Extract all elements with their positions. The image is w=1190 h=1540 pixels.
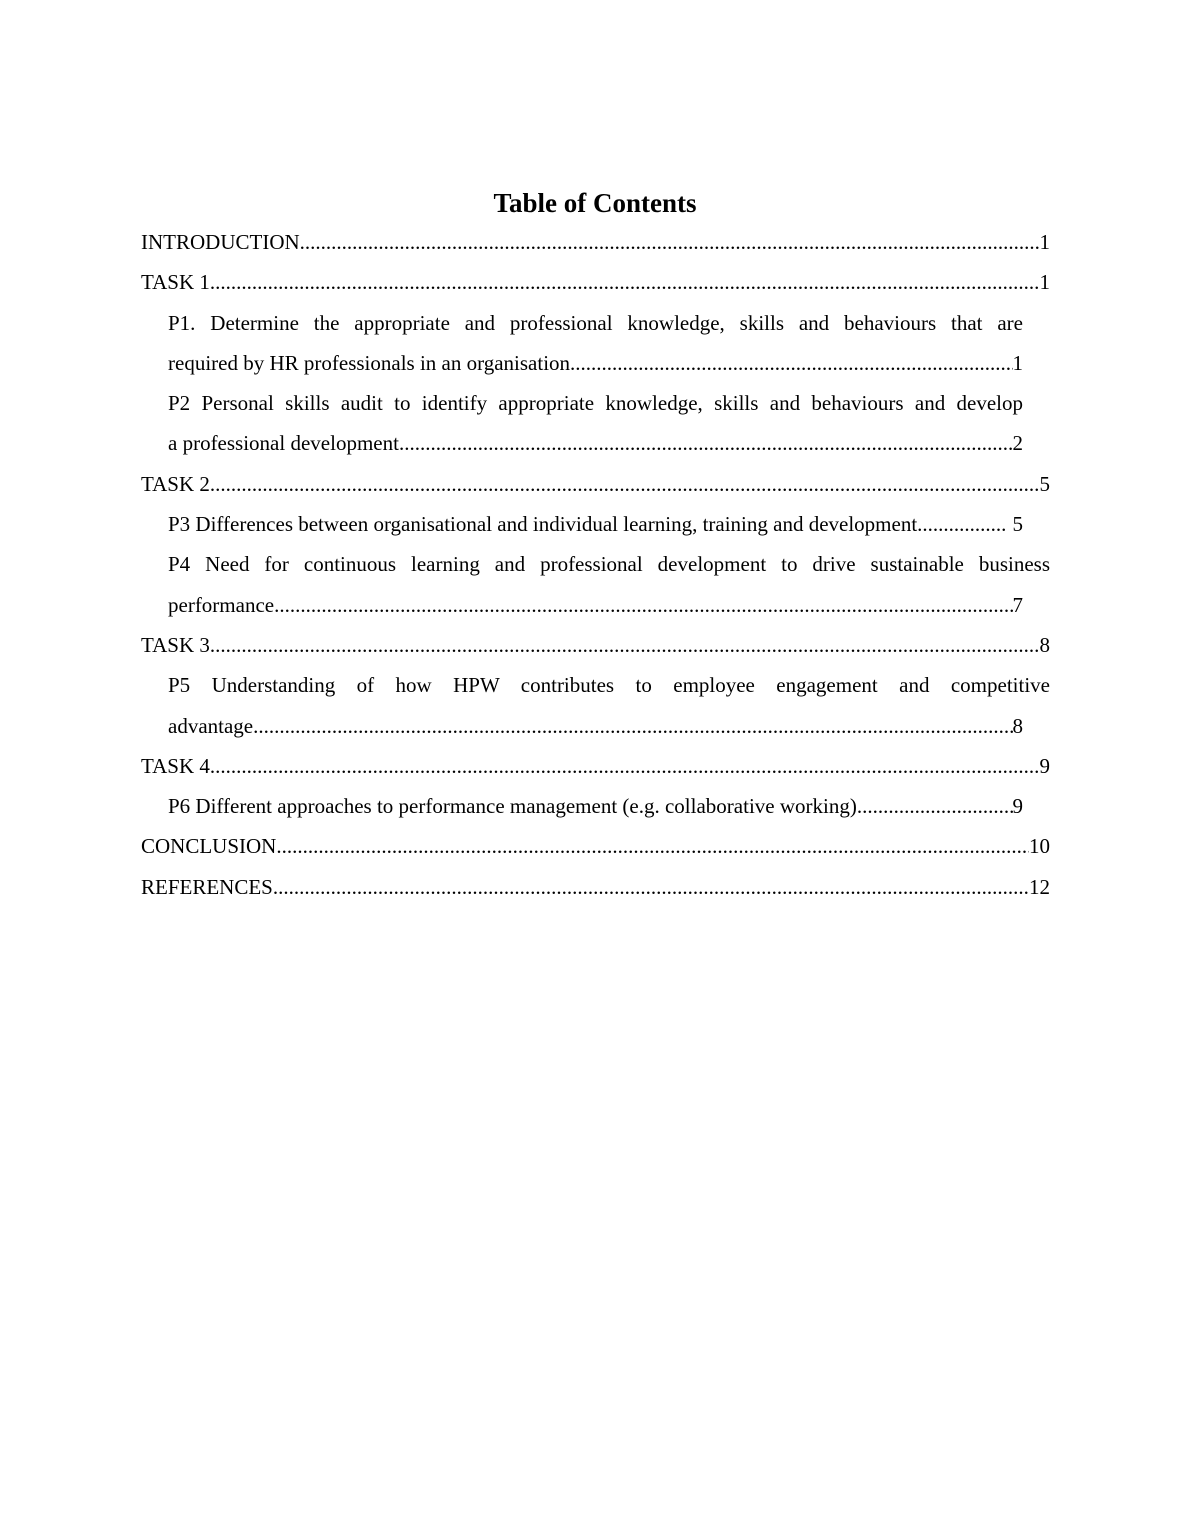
toc-page-number: 1 [1039,270,1050,295]
toc-page-number: 1 [1039,230,1050,254]
dot-leader [276,826,1029,866]
toc-entry-first-line: P4 Need for continuous learning and professional development to drive sustainable business [168,552,1050,577]
dot-leader [300,222,1040,262]
toc-entry-p4[interactable] [141,544,1050,625]
toc-entry-task-4[interactable] [141,746,1050,786]
toc-page-number: 9 [1039,753,1050,778]
toc-page-number: 5 [1007,504,1024,544]
toc-list [141,222,1050,907]
toc-entry-p1[interactable] [141,303,1050,384]
toc-page-number: 1 [1012,350,1023,375]
dot-leader [210,262,1040,302]
toc-entry-p2[interactable] [141,383,1050,464]
toc-entry-task-1[interactable] [141,262,1050,302]
dot-leader [210,625,1040,665]
toc-page-number: 7 [1012,592,1023,617]
toc-entry-first-line: P1. Determine the appropriate and professional knowledge, skills and behaviours that are [168,310,1023,335]
toc-entry-label: P3 Differences between organisational and individual learning, training and development. [168,512,923,537]
toc-entry-first-line: P2 Personal skills audit to identify appropriate knowledge, skills and behaviours and develop [168,391,1023,416]
toc-entry-label: TASK 1 [141,270,210,295]
dot-leader [922,504,1006,544]
dot-leader [399,423,1013,463]
toc-title: Table of Contents [493,188,697,218]
dot-leader [274,585,1012,625]
toc-page-number: 8 [1039,632,1050,657]
toc-entry-conclusion[interactable] [141,826,1050,866]
dot-leader [570,343,1012,383]
toc-entry-label: advantage [168,713,254,738]
toc-entry-label: INTRODUCTION [141,230,300,254]
toc-entry-label: TASK 4 [141,753,210,778]
toc-entry-label: a professional development [168,431,399,456]
toc-entry-label: TASK 3 [141,632,210,657]
toc-page-number: 5 [1039,471,1050,496]
toc-entry-references[interactable] [141,867,1050,907]
toc-entry-label: CONCLUSION [141,834,277,859]
toc-page-number: 2 [1012,431,1023,456]
toc-page-number: 8 [1012,713,1023,738]
toc-entry-label: performance [168,592,275,617]
toc-entry-label: REFERENCES [141,874,273,899]
dot-leader [210,464,1040,504]
toc-page-number: 10 [1029,834,1050,859]
dot-leader [273,867,1029,907]
toc-page-number: 9 [1012,794,1023,819]
toc-entry-label: required by HR professionals in an organisation [168,350,571,375]
toc-entry-task-2[interactable] [141,464,1050,504]
toc-page-number: 12 [1029,874,1050,899]
toc-entry-label: P6 Different approaches to performance management (e.g. collaborative working) [168,794,857,819]
toc-entry-p6[interactable] [141,786,1050,826]
toc-entry-first-line: P5 Understanding of how HPW contributes to employee engagement and competitive [168,673,1050,698]
toc-entry-label: TASK 2 [141,471,210,496]
toc-entry-task-3[interactable] [141,625,1050,665]
toc-entry-introduction[interactable] [141,222,1050,262]
toc-entry-p5[interactable] [141,665,1050,746]
dot-leader [253,706,1012,746]
dot-leader [857,786,1013,826]
dot-leader [210,746,1040,786]
toc-entry-p3[interactable] [141,504,1050,544]
